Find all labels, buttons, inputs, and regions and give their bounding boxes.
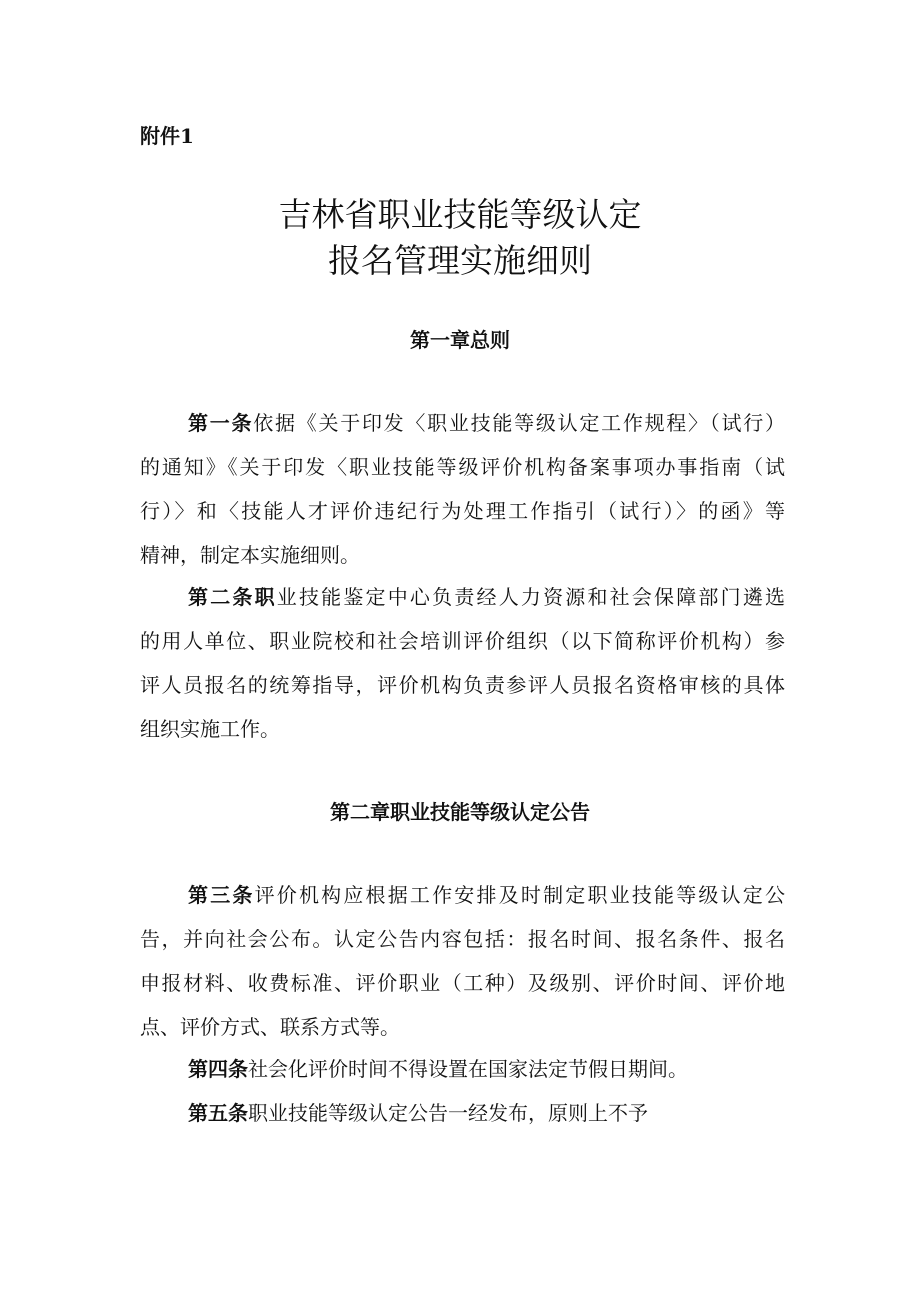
- article-line: 评人员报名的统筹指导，评价机构负责参评人员报名资格审核的具体: [140, 673, 785, 697]
- article-lead: 第二条职: [188, 585, 277, 609]
- article-lead: 第四条: [188, 1057, 248, 1081]
- article-text: 业技能鉴定中心负责经人力资源和社会保障部门遴选: [276, 585, 785, 609]
- document-title-line-1: 吉林省职业技能等级认定: [278, 195, 642, 234]
- article-5: [140, 1091, 785, 1135]
- chapter-heading-2: 第二章职业技能等级认定公告: [330, 800, 590, 824]
- article-4: [140, 1047, 785, 1091]
- article-lead: 第三条: [188, 883, 255, 907]
- article-line: 精神，制定本实施细则。: [140, 543, 360, 567]
- document-title-line-2: 报名管理实施细则: [328, 241, 592, 280]
- article-3: [140, 873, 785, 1049]
- article-lead: 第一条: [188, 411, 254, 435]
- chapter-heading-1: 第一章总则: [410, 328, 510, 352]
- article-line: [140, 575, 785, 619]
- article-line: 点、评价方式、联系方式等。: [140, 1015, 400, 1039]
- article-lead: 第五条: [188, 1101, 248, 1125]
- attachment-label: 附件1: [140, 124, 194, 148]
- article-line: [140, 873, 785, 917]
- article-text: 评价机构应根据工作安排及时制定职业技能等级认定公: [254, 883, 785, 907]
- article-line: 的用人单位、职业院校和社会培训评价组织（以下简称评价机构）参: [140, 629, 785, 653]
- article-line: 告，并向社会公布。认定公告内容包括：报名时间、报名条件、报名: [140, 927, 785, 951]
- article-1: [140, 401, 785, 577]
- article-text: 社会化评价时间不得设置在国家法定节假日期间。: [248, 1057, 688, 1081]
- article-line: 的通知》《关于印发〈职业技能等级评价机构备案事项办事指南（试: [140, 455, 785, 479]
- article-line: 申报材料、收费标准、评价职业（工种）及级别、评价时间、评价地: [140, 971, 785, 995]
- article-line: 行）〉和〈技能人才评价违纪行为处理工作指引（试行）〉的函》等: [140, 499, 785, 523]
- article-text: 依据《关于印发〈职业技能等级认定工作规程〉（试行）: [253, 411, 785, 435]
- article-line: [140, 1047, 785, 1091]
- document-title: [0, 192, 920, 284]
- article-line: 组织实施工作。: [140, 717, 280, 741]
- article-line: [140, 401, 785, 445]
- article-line: [140, 1091, 785, 1135]
- article-2: [140, 575, 785, 751]
- article-text: 职业技能等级认定公告一经发布，原则上不予: [248, 1101, 648, 1125]
